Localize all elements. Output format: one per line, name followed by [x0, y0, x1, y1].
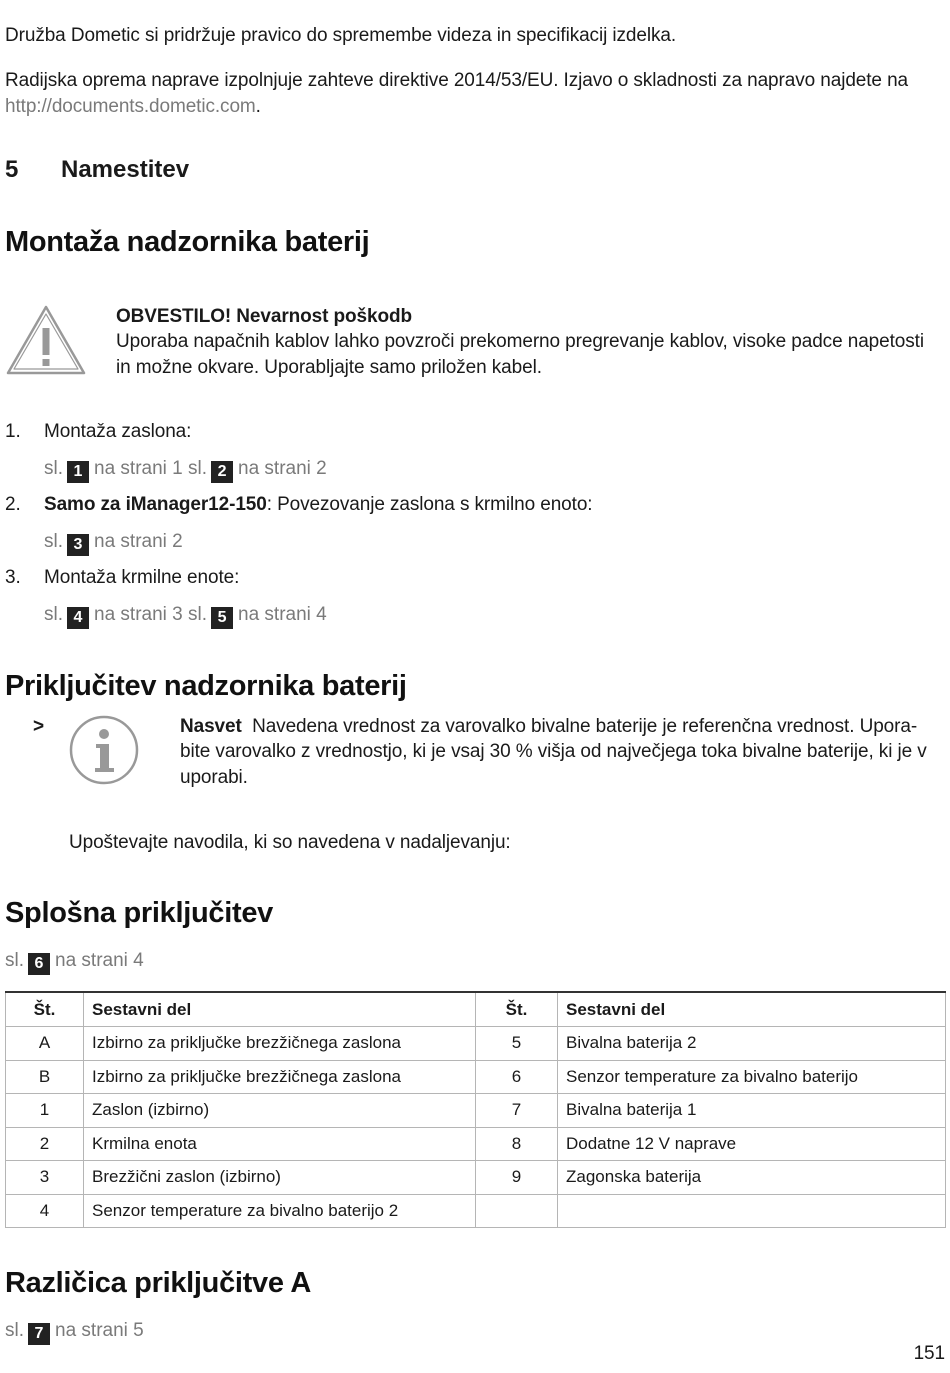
- table-cell: 8: [476, 1127, 558, 1161]
- variant-a-heading: Različica priključitve A: [5, 1267, 312, 1299]
- ref-page: na strani 4: [238, 604, 327, 625]
- figure-badge: 4: [67, 607, 89, 629]
- table-cell: Dodatne 12 V naprave: [558, 1127, 946, 1161]
- figure-badge: 7: [28, 1323, 50, 1345]
- tip-text-3: uporabi.: [180, 767, 248, 788]
- ref-page: na strani 2: [94, 531, 183, 552]
- step-figure-ref: [44, 602, 327, 629]
- info-circle-icon: [68, 714, 140, 786]
- step-number: 2.: [5, 494, 21, 515]
- ref-page: na strani 3: [94, 604, 183, 625]
- table-cell: 6: [476, 1060, 558, 1094]
- table-cell: [476, 1194, 558, 1228]
- ref-prefix: sl.: [44, 604, 63, 625]
- section-number: 5: [5, 156, 19, 183]
- tip-text-2: bite varovalko z vrednostjo, ki je vsaj 30 % višja od največjega toka bivalne baterije, ki je v: [180, 741, 927, 762]
- table-cell: Zaslon (izbirno): [84, 1094, 476, 1128]
- intro-link-period: .: [255, 96, 261, 117]
- table-cell: Krmilna enota: [84, 1127, 476, 1161]
- table-header-row: [6, 992, 946, 1027]
- ref-prefix: sl.: [188, 604, 208, 625]
- notice-text-1: Uporaba napačnih kablov lahko povzroči prekomerno pregrevanje kablov, visoke padce napetosti: [116, 331, 924, 352]
- intro-line-1: Družba Dometic si pridržuje pravico do spremembe videza in specifikacij izdelka.: [5, 25, 677, 46]
- general-figure-ref: [5, 948, 144, 975]
- figure-badge: 1: [67, 461, 89, 483]
- ref-prefix: sl.: [44, 458, 63, 479]
- components-table: [5, 991, 946, 1228]
- table-cell: 3: [6, 1161, 84, 1195]
- page-number: 151: [913, 1343, 945, 1364]
- column-header: Sestavni del: [558, 992, 946, 1027]
- ref-prefix: sl.: [44, 531, 63, 552]
- column-header: Sestavni del: [84, 992, 476, 1027]
- table-cell: 5: [476, 1027, 558, 1061]
- table-cell: Izbirno za priključke brezžičnega zaslona: [84, 1027, 476, 1061]
- table-cell: Zagonska baterija: [558, 1161, 946, 1195]
- table-row: [6, 1094, 946, 1128]
- table-cell: 1: [6, 1094, 84, 1128]
- step-figure-ref: [44, 456, 327, 483]
- table-cell: Senzor temperature za bivalno baterijo 2: [84, 1194, 476, 1228]
- list-marker: >: [33, 716, 44, 737]
- notice-text-2: in možne okvare. Uporabljajte samo priložen kabel.: [116, 357, 542, 378]
- figure-badge: 3: [67, 534, 89, 556]
- table-row: [6, 1127, 946, 1161]
- ref-page: na strani 5: [55, 1320, 144, 1341]
- ref-page: na strani 1: [94, 458, 183, 479]
- figure-badge: 6: [28, 953, 50, 975]
- table-cell: 9: [476, 1161, 558, 1195]
- figure-badge: 5: [211, 607, 233, 629]
- mount-heading: Montaža nadzornika baterij: [5, 226, 370, 258]
- table-row: [6, 1027, 946, 1061]
- table-cell: Izbirno za priključke brezžičnega zaslona: [84, 1060, 476, 1094]
- tip-text-1: Navedena vrednost za varovalko bivalne baterije je referenčna vrednost. Upora-: [252, 716, 918, 737]
- general-heading: Splošna priključitev: [5, 897, 273, 929]
- notice-heading: OBVESTILO! Nevarnost poškodb: [116, 306, 412, 327]
- step-text: [44, 492, 592, 518]
- table-cell: Bivalna baterija 1: [558, 1094, 946, 1128]
- variant-a-figure-ref: [5, 1318, 144, 1345]
- intro-link-line: [5, 94, 261, 120]
- table-cell: A: [6, 1027, 84, 1061]
- step-number: 1.: [5, 421, 21, 442]
- step-text-rest: : Povezovanje zaslona s krmilno enoto:: [266, 494, 593, 515]
- ref-page: na strani 2: [238, 458, 327, 479]
- step-text: Montaža krmilne enote:: [44, 567, 240, 588]
- table-row: [6, 1194, 946, 1228]
- table-cell: 7: [476, 1094, 558, 1128]
- ref-prefix: sl.: [5, 950, 24, 971]
- ref-page: na strani 4: [55, 950, 144, 971]
- table-cell: 4: [6, 1194, 84, 1228]
- warning-triangle-icon: [5, 304, 87, 376]
- section-title: Namestitev: [61, 156, 190, 183]
- ref-prefix: sl.: [188, 458, 208, 479]
- intro-line-2: Radijska oprema naprave izpolnjuje zahteve direktive 2014/53/EU. Izjavo o skladnosti za napravo najdete na: [5, 70, 909, 91]
- table-row: [6, 1161, 946, 1195]
- table-cell: [558, 1194, 946, 1228]
- documents-link[interactable]: http://documents.dometic.com: [5, 96, 256, 117]
- column-header: Št.: [476, 992, 558, 1027]
- table-cell: Senzor temperature za bivalno baterijo: [558, 1060, 946, 1094]
- column-header: Št.: [6, 992, 84, 1027]
- step-figure-ref: [44, 529, 183, 556]
- tip-line-1: [180, 714, 917, 740]
- table-cell: Bivalna baterija 2: [558, 1027, 946, 1061]
- step-number: 3.: [5, 567, 21, 588]
- figure-badge: 2: [211, 461, 233, 483]
- follow-instructions: Upoštevajte navodila, ki so navedena v nadaljevanju:: [69, 832, 511, 853]
- table-row: [6, 1060, 946, 1094]
- ref-prefix: sl.: [5, 1320, 24, 1341]
- step-text: Montaža zaslona:: [44, 421, 192, 442]
- tip-label: Nasvet: [180, 716, 242, 737]
- table-cell: B: [6, 1060, 84, 1094]
- table-cell: Brezžični zaslon (izbirno): [84, 1161, 476, 1195]
- table-cell: 2: [6, 1127, 84, 1161]
- connect-heading: Priključitev nadzornika baterij: [5, 670, 407, 702]
- step-bold-label: Samo za iManager12-150: [44, 494, 267, 515]
